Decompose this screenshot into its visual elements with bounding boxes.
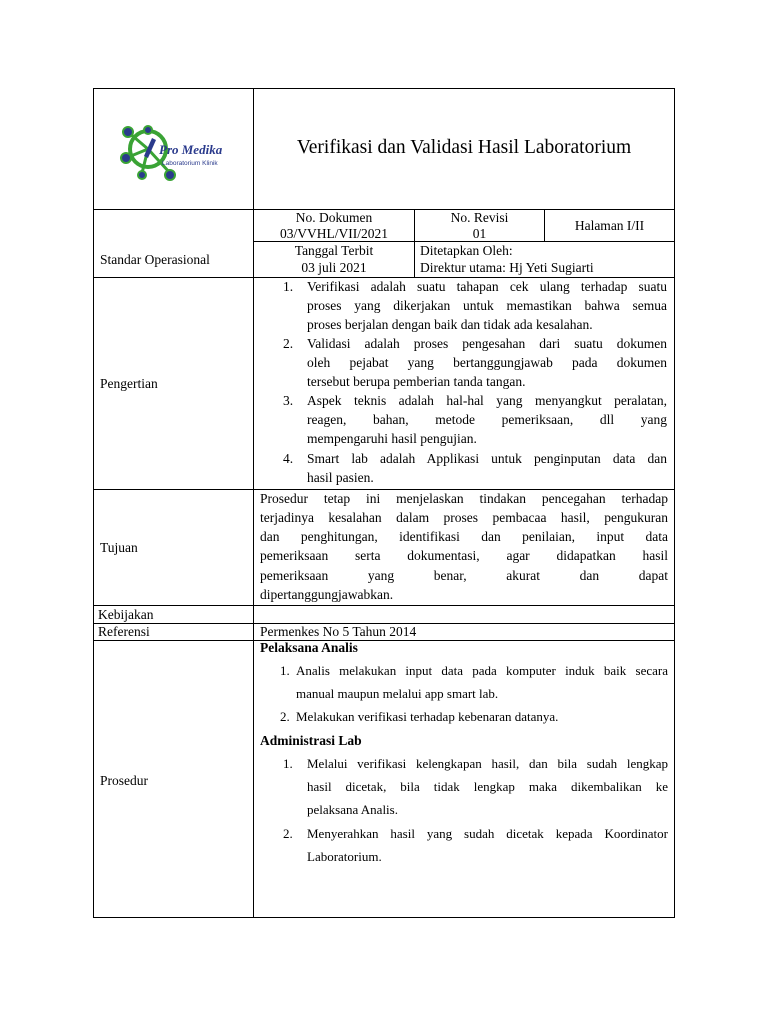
- admin-heading: Administrasi Lab: [260, 733, 362, 748]
- tujuan-label: Tujuan: [100, 540, 138, 555]
- admin-number: 2.: [283, 826, 293, 841]
- pengertian-line: proses berjalan dengan baik dan tidak ada kesalahan.: [307, 317, 593, 332]
- revision-value: 01: [472, 226, 487, 241]
- doc-number-value: 03/VVHL/VII/2021: [280, 226, 388, 241]
- pengertian-number: 1.: [283, 279, 294, 294]
- revision-label: No. Revisi: [450, 210, 509, 225]
- pengertian-number: 4.: [283, 451, 294, 466]
- pengertian-line: reagen, bahan, metode pemeriksaan, dll yang: [307, 412, 667, 427]
- pengertian-line: Aspek teknis adalah hal-hal yang menyangkut peralatan,: [307, 393, 667, 408]
- pengertian-line: oleh pejabat yang bertanggungjawab pada dokumen: [307, 355, 667, 370]
- tujuan-line: dipertanggungjawabkan.: [260, 587, 394, 602]
- pro-medika-logo: [112, 118, 238, 190]
- pengertian-line: proses yang dikerjakan untuk memastikan bahwa semua: [307, 298, 667, 313]
- pengertian-line: mempengaruhi hasil pengujian.: [307, 431, 477, 446]
- doc-number-label: No. Dokumen: [295, 210, 373, 225]
- pelaksana-line: Melakukan verifikasi terhadap kebenaran datanya.: [296, 709, 559, 724]
- pengertian-number: 2.: [283, 336, 294, 351]
- tujuan-line: Prosedur tetap ini menjelaskan tindakan pencegahan terhadap: [260, 491, 668, 506]
- referensi-value: Permenkes No 5 Tahun 2014: [260, 624, 417, 639]
- tujuan-line: pemeriksaan serta dokumentasi, agar didapatkan hasil: [260, 548, 668, 563]
- admin-line: Menyerahkan hasil yang sudah dicetak kepada Koordinator: [307, 826, 668, 841]
- issue-date-value: 03 juli 2021: [301, 260, 367, 275]
- admin-line: pelaksana Analis.: [307, 802, 398, 817]
- pengertian-number: 3.: [283, 393, 294, 408]
- logo-icon: [112, 118, 238, 190]
- pengertian-line: Verifikasi adalah suatu tahapan cek ulang terhadap suatu: [307, 279, 667, 294]
- pengertian-line: tersebut berupa pemberian tanda tangan.: [307, 374, 526, 389]
- approved-label: Ditetapkan Oleh:: [420, 243, 513, 258]
- pengertian-line: Validasi adalah proses pengesahan dari suatu dokumen: [307, 336, 667, 351]
- approved-value: Direktur utama: Hj Yeti Sugiarti: [420, 260, 594, 275]
- prosedur-label: Prosedur: [100, 773, 148, 788]
- pengertian-label: Pengertian: [100, 376, 158, 391]
- kebijakan-label: Kebijakan: [98, 607, 154, 622]
- sop-label: Standar Operasional: [100, 252, 210, 267]
- pelaksana-number: 2.: [280, 709, 290, 724]
- admin-line: Laboratorium.: [307, 849, 382, 864]
- admin-number: 1.: [283, 756, 293, 771]
- table-border-bottom: [93, 917, 675, 918]
- logo-brand-text: Pro Medika: [159, 142, 223, 157]
- logo-subtitle-text: Laboratorium Klinik: [162, 160, 218, 167]
- pelaksana-number: 1.: [280, 663, 290, 678]
- pengertian-line: hasil pasien.: [307, 470, 374, 485]
- table-border-top: [93, 88, 675, 89]
- page-label: Halaman I/II: [574, 218, 645, 233]
- pelaksana-heading: Pelaksana Analis: [260, 640, 358, 655]
- tujuan-line: pemeriksaan yang benar, akurat dan dapat: [260, 568, 668, 583]
- tujuan-line: terjadinya kesalahan dalam proses pembacaa hasil, pengukuran: [260, 510, 668, 525]
- issue-date-label: Tanggal Terbit: [294, 243, 374, 258]
- admin-line: hasil dicetak, bila tidak lengkap maka dikembalikan ke: [307, 779, 668, 794]
- referensi-label: Referensi: [98, 624, 150, 639]
- pengertian-line: Smart lab adalah Applikasi untuk penginputan data dan: [307, 451, 667, 466]
- pelaksana-line: manual maupun melalui app smart lab.: [296, 686, 499, 701]
- pelaksana-line: Analis melakukan input data pada komputer induk baik secara: [296, 663, 668, 678]
- document-title: Verifikasi dan Validasi Hasil Laboratorium: [296, 137, 632, 158]
- table-border-right: [674, 88, 675, 918]
- table-border-left: [93, 88, 94, 918]
- admin-line: Melalui verifikasi kelengkapan hasil, dan bila sudah lengkap: [307, 756, 668, 771]
- tujuan-line: dan penghitungan, identifikasi dan penilaian, input data: [260, 529, 668, 544]
- row-divider-tujuan: [93, 605, 675, 606]
